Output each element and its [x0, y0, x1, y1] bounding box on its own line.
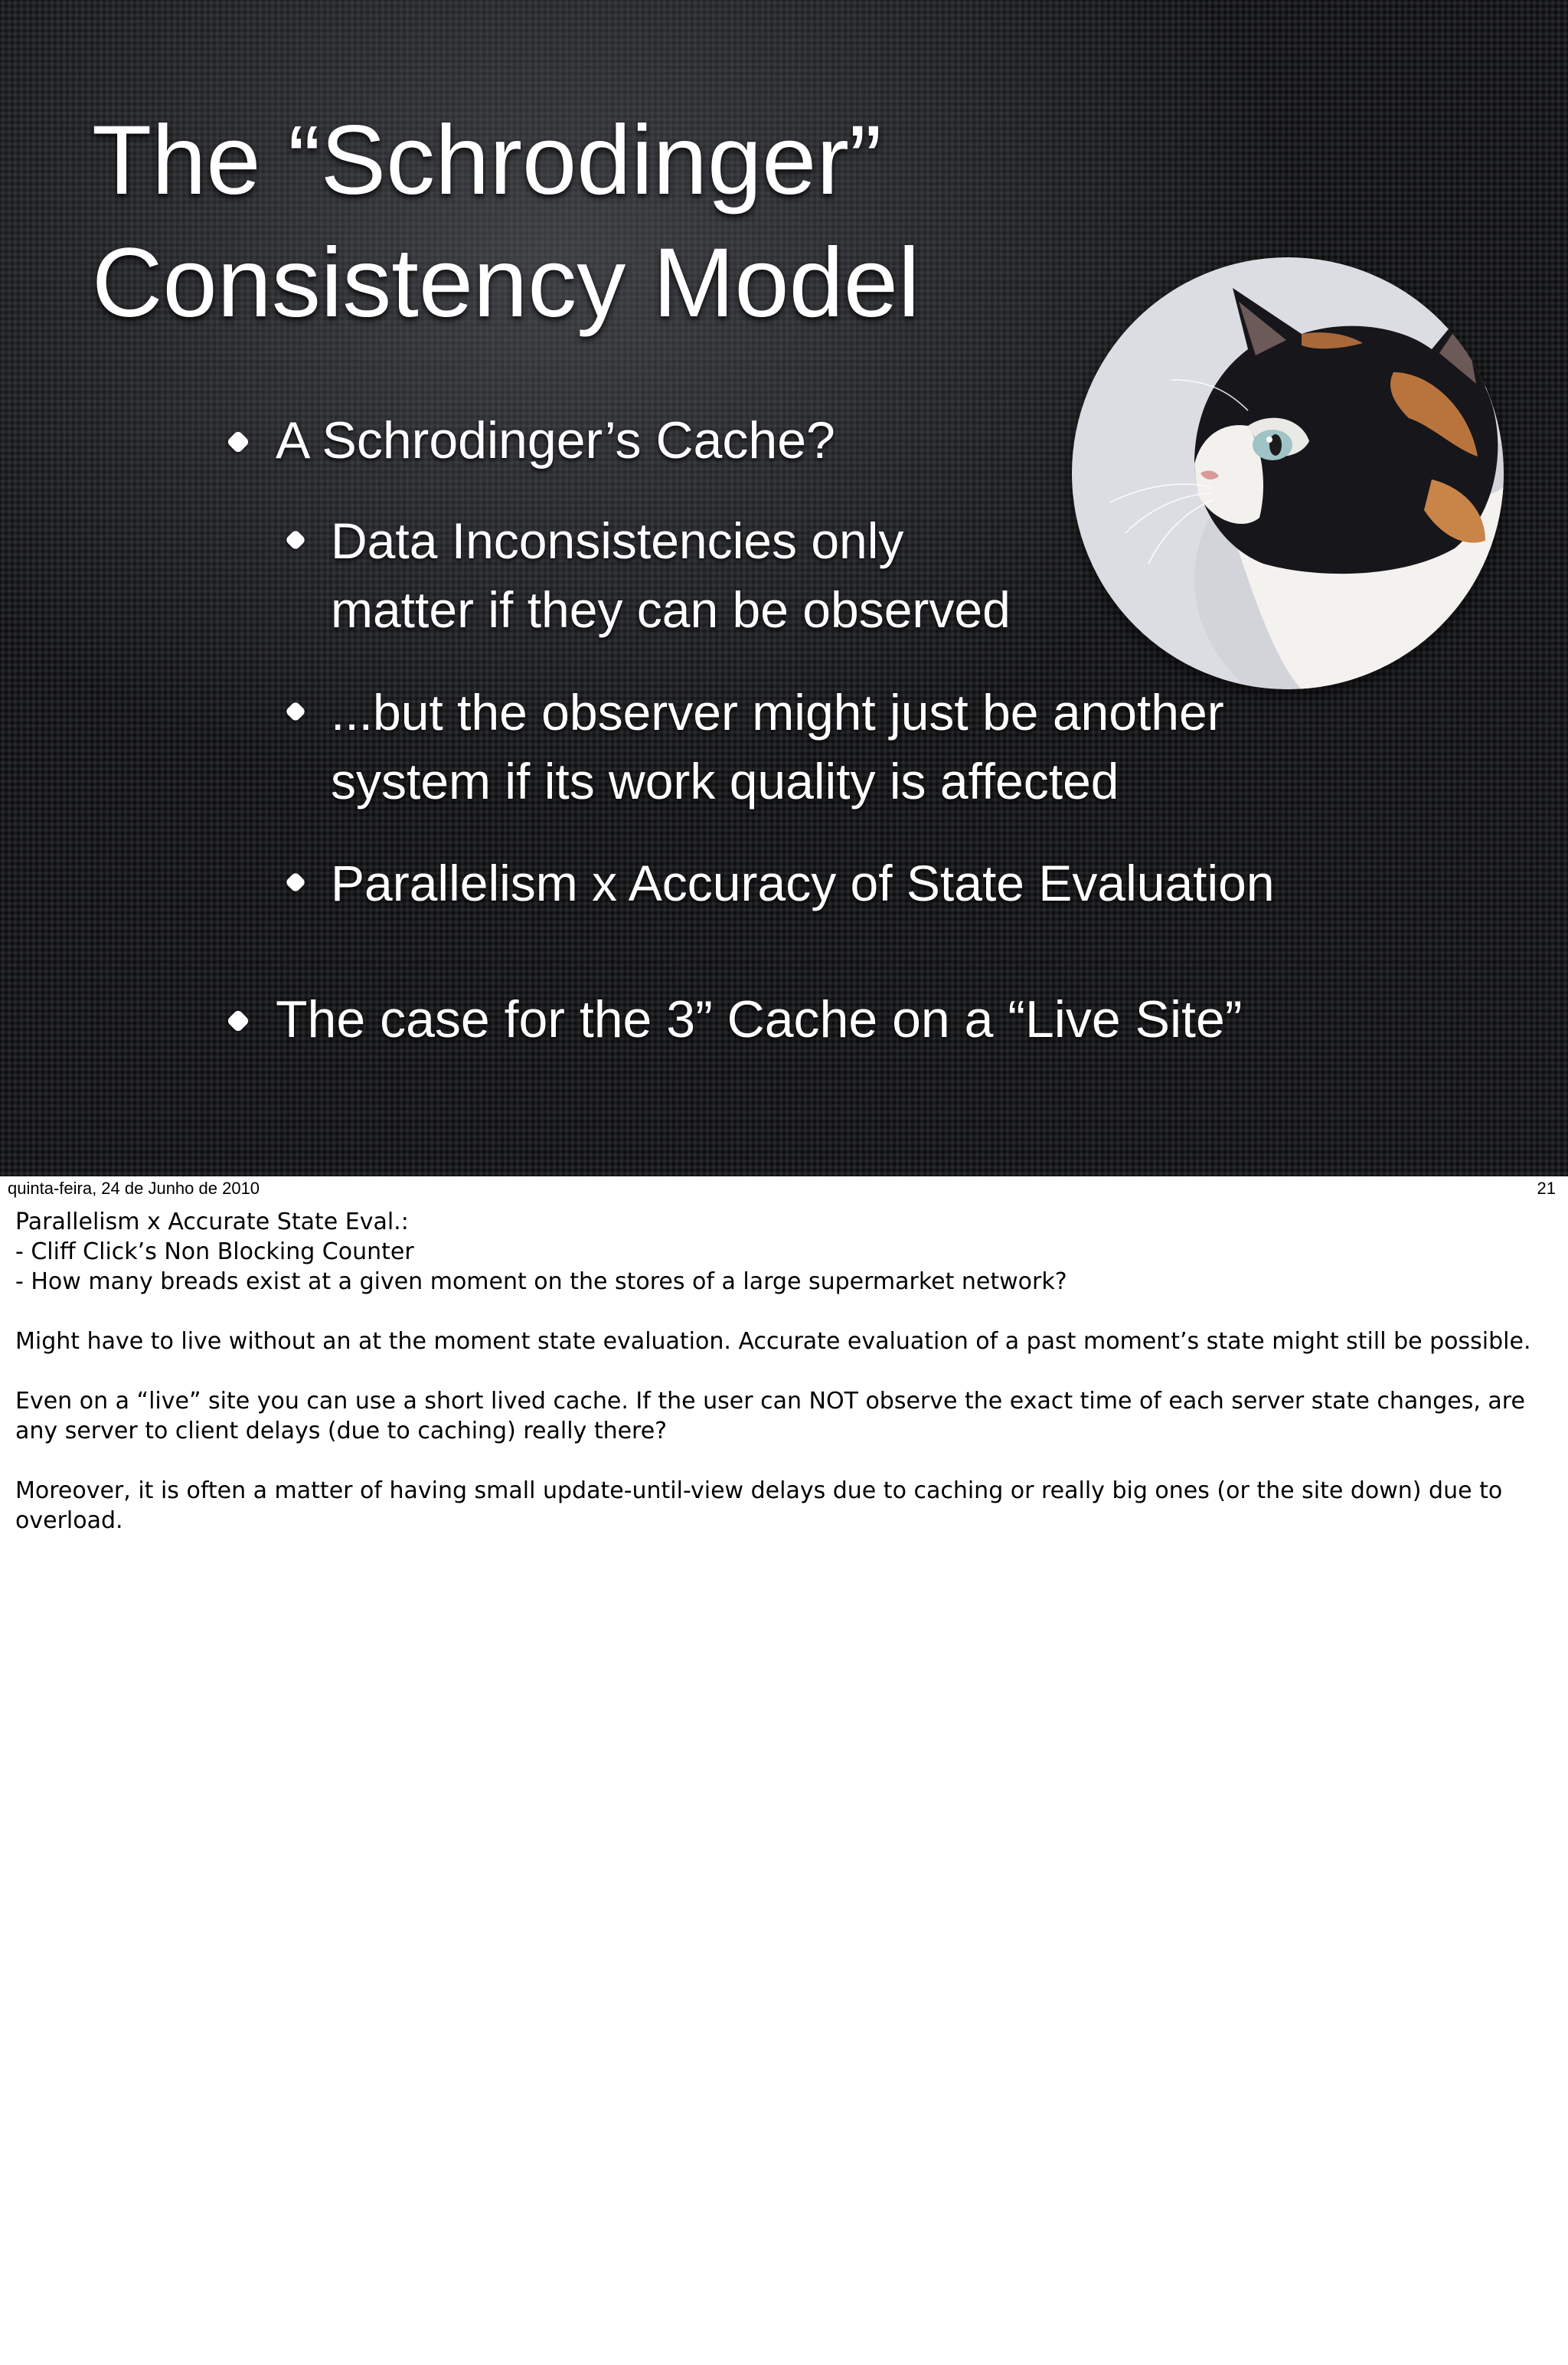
cat-photo — [1072, 257, 1504, 689]
speaker-notes — [15, 1207, 1554, 1565]
notes-paragraph: Even on a “live” site you can use a short lived cache. If the user can NOT observe the exact time of each server state changes, are any server to client delays (due to caching) really there? — [15, 1388, 1525, 1444]
bullet-marker-icon — [226, 430, 250, 453]
slide-title-line-2: Consistency Model — [92, 228, 920, 338]
bullet-4-line-1: Parallelism x Accuracy of State Evaluation — [331, 855, 1275, 911]
slide-page-number: 21 — [1537, 1179, 1556, 1198]
notes-header — [15, 1207, 1554, 1297]
notes-line: Parallelism x Accurate State Eval.: — [15, 1209, 409, 1235]
slide-title — [92, 100, 1087, 345]
bullet-marker-icon — [285, 872, 306, 893]
notes-paragraph: Might have to live without an at the moment state evaluation. Accurate evaluation of a past moment’s state might still be possible. — [15, 1328, 1531, 1355]
bullet-3-line-1: ...but the observer might just be another — [331, 684, 1224, 741]
bullet-2-line-2: matter if they can be observed — [331, 581, 1011, 638]
bullet-3 — [331, 678, 1224, 816]
notes-line: - Cliff Click’s Non Blocking Counter — [15, 1238, 414, 1265]
bullet-5 — [276, 985, 1242, 1054]
bullet-5-line-1: The case for the 3” Cache on a “Live Site” — [276, 990, 1243, 1048]
slide — [0, 0, 1568, 1176]
bullet-1 — [276, 406, 835, 475]
bullet-3-line-2: system if its work quality is affected — [331, 753, 1119, 810]
cat-image — [1072, 257, 1504, 689]
notes-line: - How many breads exist at a given moment on the stores of a large supermarket network? — [15, 1268, 1067, 1295]
bullet-4 — [331, 849, 1275, 918]
bullet-marker-icon — [285, 529, 306, 551]
notes-paragraph: Moreover, it is often a matter of having small update-until-view delays due to caching or really big ones (or the site down) due to overload. — [15, 1477, 1503, 1534]
bullet-1-line-1: A Schrodinger’s Cache? — [276, 411, 835, 469]
slide-date: quinta-feira, 24 de Junho de 2010 — [8, 1179, 260, 1198]
slide-title-line-1: The “Schrodinger” — [92, 106, 882, 215]
bullet-2-line-1: Data Inconsistencies only — [331, 512, 904, 569]
bullet-marker-icon — [226, 1009, 250, 1032]
bullet-marker-icon — [285, 701, 306, 722]
bullet-2 — [331, 506, 1011, 644]
